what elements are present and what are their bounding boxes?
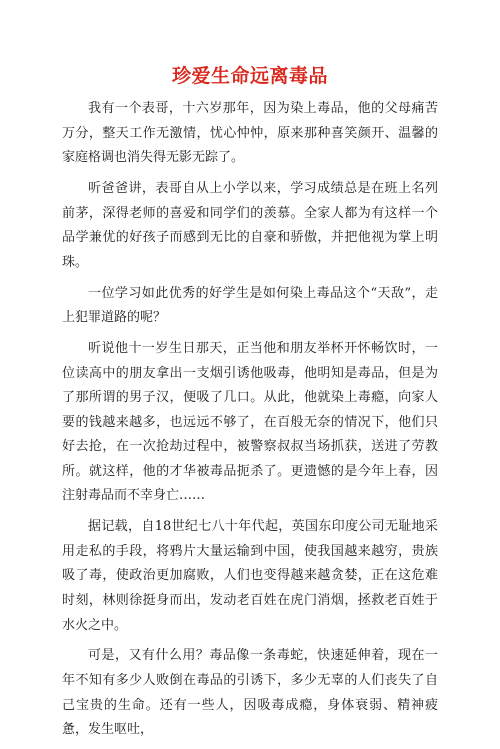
paragraph-1: 我有一个表哥，十六岁那年，因为染上毒品，他的父母痛苦万分，整天工作无激情，忧心忡忡，原来那种喜笑颜开、温馨的家庭格调也消失得无影无踪了。 (62, 101, 438, 166)
paragraph-2: 听爸爸讲，表哥自从上小学以来，学习成绩总是在班上名列前茅，深得老师的喜爱和同学们的羡慕。全家人都为有这样一个品学兼优的好孩子而感到无比的自豪和骄傲，并把他视为掌上明珠。 (62, 180, 438, 270)
paragraph-4: 听说他十一岁生日那天，正当他和朋友举杯开怀畅饮时，一位读高中的朋友拿出一支烟引诱他吸毒，他明知是毒品，但是为了那所谓的男子汉，便吸了几口。从此，他就染上毒瘾，向家人要的钱越来越多，也远远不够了，在百般无奈的情况下，他们只好去抢，在一次抢劫过程中，被警察叔叔当场抓获，送进了劳教所。就这样，他的才华被毒品扼杀了。更遗憾的是今年上春，因注射毒品而不幸身亡…… (62, 340, 438, 504)
document-body (62, 97, 438, 749)
document-title: 珍爱生命远离毒品 (171, 65, 328, 87)
paragraph-3: 一位学习如此优秀的好学生是如何染上毒品这个“天敌”，走上犯罪道路的呢？ (62, 285, 438, 326)
paragraph-6: 可是，又有什么用？毒品像一条毒蛇，快速延伸着，现在一年不知有多少人败倒在毒品的引诱下，多少无辜的人们丧失了自己宝贵的生命。还有一些人，因吸毒成瘾，身体衰弱、精神疲惫，发生呕吐， (62, 648, 438, 738)
paragraph-5: 据记载，自18世纪七八十年代起，英国东印度公司无耻地采用走私的手段，将鸦片大量运输到中国，使我国越来越穷，贵族吸了毒，使政治更加腐败，人们也变得越来越贪婪，正在这危难时刻，林则徐挺身而出，发动老百姓在虎门消烟，拯救老百姓于水火之中。 (62, 519, 438, 633)
